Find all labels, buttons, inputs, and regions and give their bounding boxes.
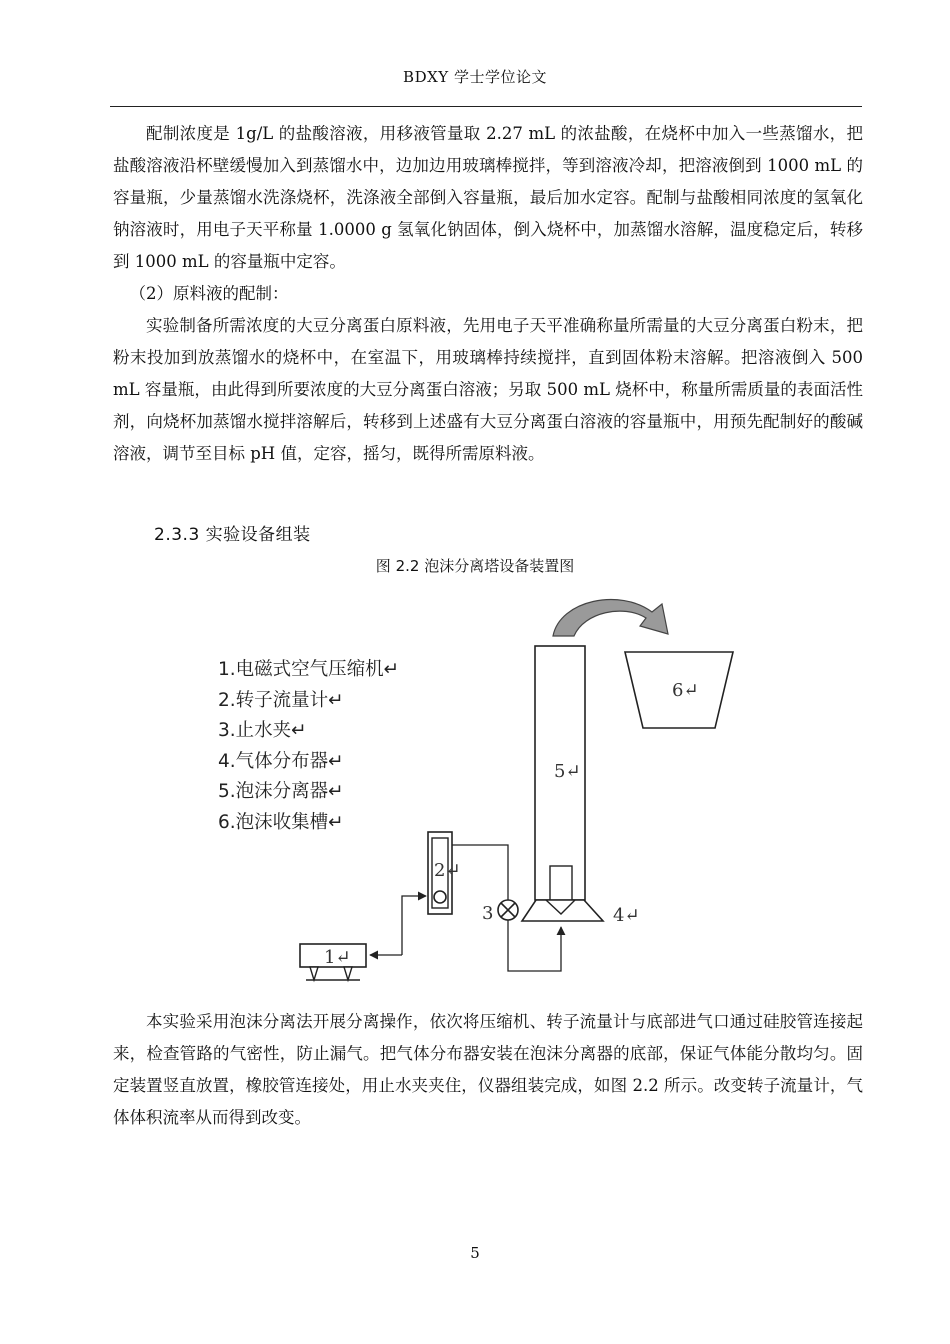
tube-compressor-to-rotameter: [370, 896, 426, 955]
label-distributor: 4↵: [613, 905, 640, 926]
legend-item-clamp: 3.止水夹↵: [218, 720, 307, 742]
legend-item-collector: 6.泡沫收集槽↵: [218, 811, 344, 833]
page-number: 5: [470, 1244, 480, 1262]
body-text-top: [113, 118, 863, 470]
body-text-bottom: [113, 1006, 863, 1134]
apparatus-diagram: [200, 585, 760, 985]
legend-item-separator: 5.泡沫分离器↵: [218, 781, 344, 803]
transfer-arrow: [553, 600, 668, 636]
label-compressor: 1↵: [324, 947, 351, 968]
label-collector: 6↵: [672, 680, 699, 701]
running-header: BDXY 学士学位论文: [403, 68, 547, 86]
label-separator: 5↵: [554, 761, 581, 782]
legend-item-distributor: 4.气体分布器↵: [218, 750, 344, 772]
legend-item-compressor: 1.电磁式空气压缩机↵: [218, 659, 400, 680]
section-heading: 2.3.3 实验设备组装: [154, 525, 311, 545]
gas-distributor: [522, 900, 603, 921]
label-flowmeter: 2↵: [434, 860, 461, 881]
tube-clamp-to-distributor: [508, 920, 561, 971]
legend-item-flowmeter: 2.转子流量计↵: [218, 689, 344, 711]
label-clamp: 3: [482, 903, 494, 924]
paragraph-hcl-preparation: 配制浓度是 1g/L 的盐酸溶液，用移液管量取 2.27 mL 的浓盐酸，在烧杯中加入一些蒸馏水，把盐酸溶液沿杯壁缓慢加入到蒸馏水中，边加边用玻璃棒搅拌，等到溶液冷却，把溶液倒到 1000 mL 的容量瓶，少量蒸馏水洗涤烧杯，洗涤液全部倒入容量瓶，最后加水定容。配制与盐酸相同浓度的氢氧化钠溶液时，用电子天平称量 1.0000 g 氢氧化钠固体，倒入烧杯中，加蒸馏水溶解，温度稳定后，转移到 1000 mL 的容量瓶中定容。: [113, 124, 863, 271]
paragraph-feed-preparation: 实验制备所需浓度的大豆分离蛋白原料液，先用电子天平准确称量所需量的大豆分离蛋白粉末，把粉末投加到放蒸馏水的烧杯中，在室温下，用玻璃棒持续搅拌，直到固体粉末溶解。把溶液倒入 500 mL 容量瓶，由此得到所要浓度的大豆分离蛋白溶液；另取 500 mL 烧杯中，称量所需质量的表面活性剂，向烧杯加蒸馏水搅拌溶解后，转移到上述盛有大豆分离蛋白溶液的容量瓶中，用预先配制好的酸碱溶液，调节至目标 pH 值，定容，摇匀，既得所需原料液。: [113, 316, 863, 463]
paragraph-assembly: 本实验采用泡沫分离法开展分离操作，依次将压缩机、转子流量计与底部进气口通过硅胶管连接起来，检查管路的气密性，防止漏气。把气体分布器安装在泡沫分离器的底部，保证气体能分散均匀。固定装置竖直放置，橡胶管连接处，用止水夹夹住，仪器组装完成，如图 2.2 所示。改变转子流量计，气体体积流率从而得到改变。: [113, 1012, 863, 1127]
header-rule: [110, 106, 862, 107]
figure-caption: 图 2.2 泡沫分离塔设备装置图: [375, 557, 575, 575]
paragraph-subheading-feed: （2）原料液的配制：: [129, 284, 289, 303]
water-clamp: [498, 900, 518, 920]
